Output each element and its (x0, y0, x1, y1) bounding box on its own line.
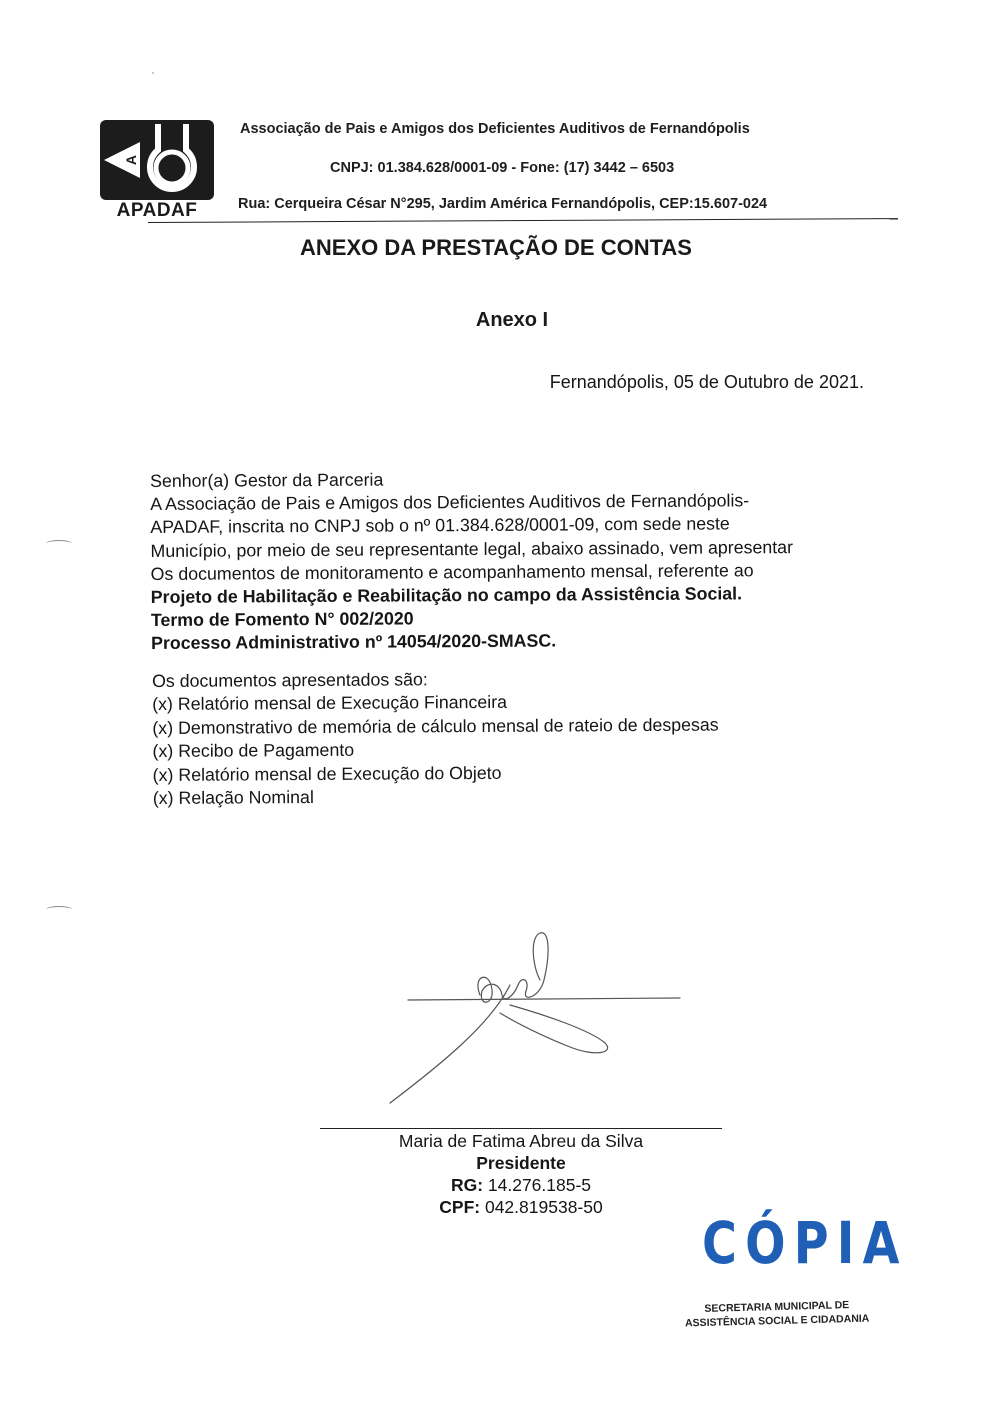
logo-text: APADAF (116, 200, 198, 221)
copy-stamp (684, 1209, 908, 1280)
address: Rua: Cerqueira César N°295, Jardim América Fernandópolis, CEP:15.607-024 (238, 196, 768, 212)
page-subtitle: Anexo I (475, 309, 549, 331)
rg-label: RG: (450, 1175, 484, 1195)
body-line: Os documentos de monitoramento e acompanhamento mensal, referente ao (150, 560, 754, 584)
documents-list (152, 666, 873, 811)
list-item: (x) Recibo de Pagamento (152, 739, 355, 762)
list-item: (x) Demonstrativo de memória de cálculo mensal de rateio de despesas (152, 714, 719, 738)
header-divider (148, 218, 898, 223)
cpf-label: CPF: (439, 1197, 481, 1217)
copy-stamp-text: CÓPIA (702, 1209, 908, 1277)
secretaria-line: ASSISTÊNCIA SOCIAL E CIDADANIA (684, 1312, 870, 1330)
scan-speck (152, 72, 154, 74)
rg-value: 14.276.185-5 (487, 1175, 592, 1195)
letter-body (150, 466, 871, 656)
body-line: APADAF, inscrita no CNPJ sob o nº 01.384.628/0001-09, com sede neste (150, 513, 730, 538)
logo-letter: A (123, 154, 139, 166)
logo-emblem-icon (100, 120, 214, 200)
scan-mark (46, 540, 72, 547)
salutation: Senhor(a) Gestor da Parceria (150, 469, 384, 491)
signature-block (320, 1130, 722, 1218)
apadaf-logo (100, 120, 214, 220)
list-item: (x) Relatório mensal de Execução do Objeto (152, 762, 502, 785)
term-number: Termo de Fomento N° 002/2020 (150, 608, 414, 631)
list-item: (x) Relação Nominal (152, 787, 314, 809)
body-line: A Associação de Pais e Amigos dos Deficientes Auditivos de Fernandópolis- (150, 490, 750, 515)
signatory-cpf (320, 1196, 722, 1218)
list-item: (x) Relatório mensal de Execução Financeira (152, 692, 508, 715)
signatory-role: Presidente (476, 1153, 566, 1173)
scan-mark (46, 906, 72, 913)
cnpj-phone: CNPJ: 01.384.628/0001-09 - Fone: (17) 3442 – 6503 (330, 160, 675, 176)
process-number: Processo Administrativo nº 14054/2020-SMASC. (150, 630, 557, 654)
secretaria-stamp (682, 1298, 873, 1331)
page-title: ANEXO DA PRESTAÇÃO DE CONTAS (300, 235, 692, 260)
project-name: Projeto de Habilitação e Reabilitação no campo da Assistência Social. (150, 583, 743, 608)
body-line: Município, por meio de seu representante legal, abaixo assinado, vem apresentar (150, 536, 794, 561)
signatory-rg (320, 1174, 722, 1196)
secretaria-line: SECRETARIA MUNICIPAL DE (704, 1299, 850, 1315)
date-line: Fernandópolis, 05 de Outubro de 2021. (549, 372, 864, 392)
documents-intro: Os documentos apresentados são: (152, 669, 428, 691)
organization-name: Associação de Pais e Amigos dos Deficientes Auditivos de Fernandópolis (240, 121, 750, 137)
cpf-value: 042.819538-50 (484, 1197, 603, 1217)
handwritten-signature (380, 925, 690, 1115)
signatory-name: Maria de Fatima Abreu da Silva (398, 1131, 644, 1151)
signature-line (320, 1128, 722, 1129)
